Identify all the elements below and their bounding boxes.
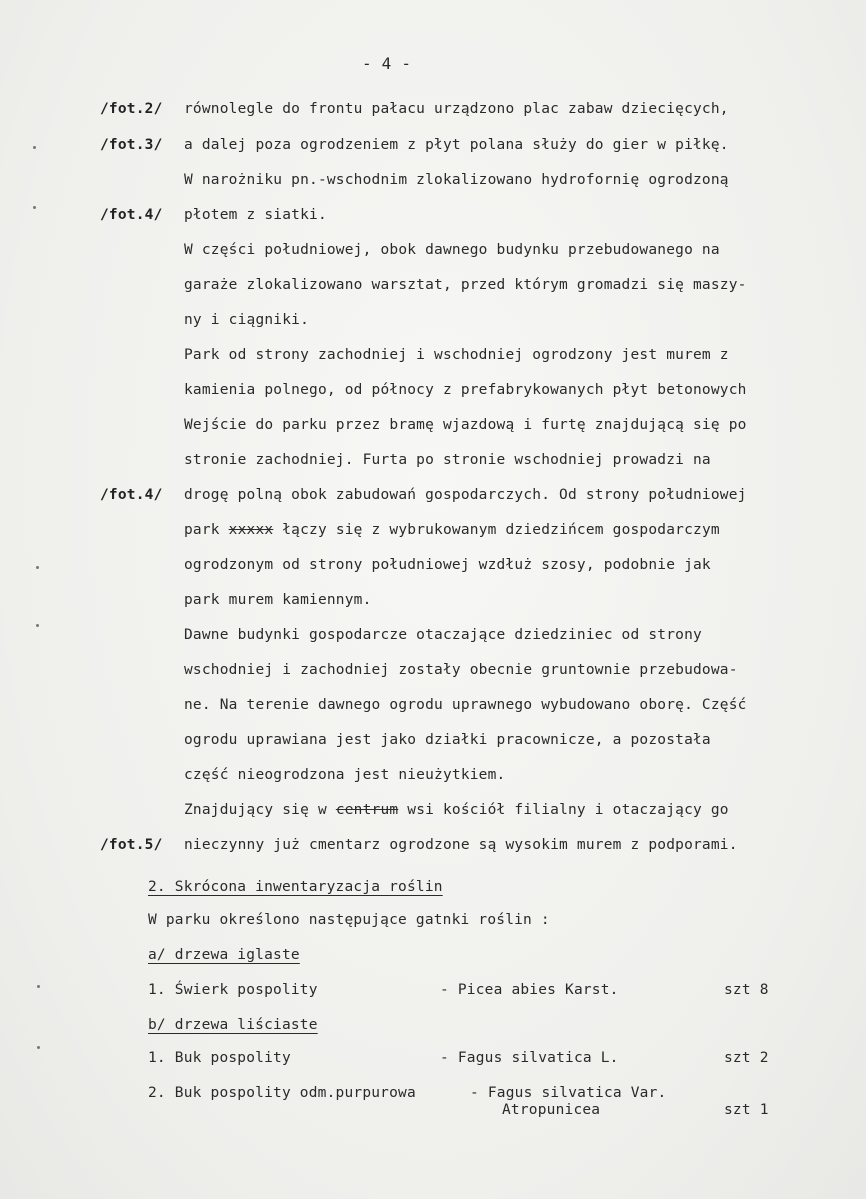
plant-count-3: szt 1 [724, 1102, 769, 1118]
body-line-21-start: Znajdujący się w [184, 802, 336, 818]
struck-word: xxxxx [228, 522, 274, 538]
body-line-17: wschodniej i zachodniej zostały obecnie gruntownie przebudowa- [184, 662, 738, 678]
body-line-10: Wejście do parku przez bramę wjazdową i furtę znajdującą się po [184, 417, 747, 433]
plant-latin-2: - Fagus silvatica L. [440, 1050, 619, 1066]
plant-name-1: 1. Świerk pospolity [148, 982, 318, 998]
scan-speck [33, 206, 36, 209]
body-line-3: W narożniku pn.-wschodnim zlokalizowano hydrofornię ogrodzoną [184, 172, 729, 188]
body-line-21 [184, 800, 729, 820]
body-line-16: Dawne budynki gospodarcze otaczające dziedziniec od strony [184, 627, 702, 643]
scan-speck [33, 146, 36, 149]
body-line-13-start: park [184, 522, 229, 538]
section-heading: 2. Skrócona inwentaryzacja roślin [148, 879, 443, 895]
body-line-13-end: łączy się z wybrukowanym dziedzińcem gospodarczym [273, 522, 720, 538]
category-conifers: a/ drzewa iglaste [148, 947, 300, 963]
section-intro: W parku określono następujące gatnki roślin : [148, 912, 550, 928]
body-line-1: równolegle do frontu pałacu urządzono plac zabaw dziecięcych, [184, 101, 729, 117]
plant-name-2: 1. Buk pospolity [148, 1050, 291, 1066]
body-line-4: płotem z siatki. [184, 207, 327, 223]
plant-name-3: 2. Buk pospolity odm.purpurowa [148, 1085, 416, 1101]
margin-note-fot4-second: /fot.4/ [100, 487, 163, 503]
margin-note-fot2: /fot.2/ [100, 101, 163, 117]
body-line-11: stronie zachodniej. Furta po stronie wschodniej prowadzi na [184, 452, 711, 468]
body-line-7: ny i ciągniki. [184, 312, 310, 328]
scan-speck [37, 985, 40, 988]
scan-speck [37, 1046, 40, 1049]
body-line-19: ogrodu uprawiana jest jako działki pracownicze, a pozostała [184, 732, 711, 748]
plant-latin-1: - Picea abies Karst. [440, 982, 619, 998]
category-deciduous: b/ drzewa liściaste [148, 1017, 318, 1033]
body-line-21-end: wsi kościół filialny i otaczający go [398, 802, 729, 818]
scan-speck [36, 624, 39, 627]
struck-word-centrum: centrum [335, 802, 399, 818]
scan-speck [36, 566, 39, 569]
body-line-2: a dalej poza ogrodzeniem z płyt polana służy do gier w piłkę. [184, 137, 729, 153]
body-line-20: część nieogrodzona jest nieużytkiem. [184, 767, 506, 783]
margin-note-fot3: /fot.3/ [100, 137, 163, 153]
body-line-22: nieczynny już cmentarz ogrodzone są wysokim murem z podporami. [184, 837, 738, 853]
body-line-8: Park od strony zachodniej i wschodniej ogrodzony jest murem z [184, 347, 729, 363]
page-number: - 4 - [362, 54, 412, 73]
margin-note-fot5: /fot.5/ [100, 837, 163, 853]
plant-count-2: szt 2 [724, 1050, 769, 1066]
margin-note-fot4: /fot.4/ [100, 207, 163, 223]
body-line-6: garaże zlokalizowano warsztat, przed którym gromadzi się maszy- [184, 277, 747, 293]
plant-count-1: szt 8 [724, 982, 769, 998]
plant-latin-3-cont: Atropunicea [502, 1102, 601, 1118]
body-line-15: park murem kamiennym. [184, 592, 372, 608]
body-line-18: ne. Na terenie dawnego ogrodu uprawnego wybudowano oborę. Część [184, 697, 747, 713]
body-line-9: kamienia polnego, od północy z prefabrykowanych płyt betonowych [184, 382, 747, 398]
body-line-14: ogrodzonym od strony południowej wzdłuż szosy, podobnie jak [184, 557, 711, 573]
plant-latin-3: - Fagus silvatica Var. [470, 1085, 667, 1101]
body-line-13 [184, 520, 720, 540]
body-line-5: W części południowej, obok dawnego budynku przebudowanego na [184, 242, 720, 258]
body-line-12: drogę polną obok zabudowań gospodarczych. Od strony południowej [184, 487, 747, 503]
